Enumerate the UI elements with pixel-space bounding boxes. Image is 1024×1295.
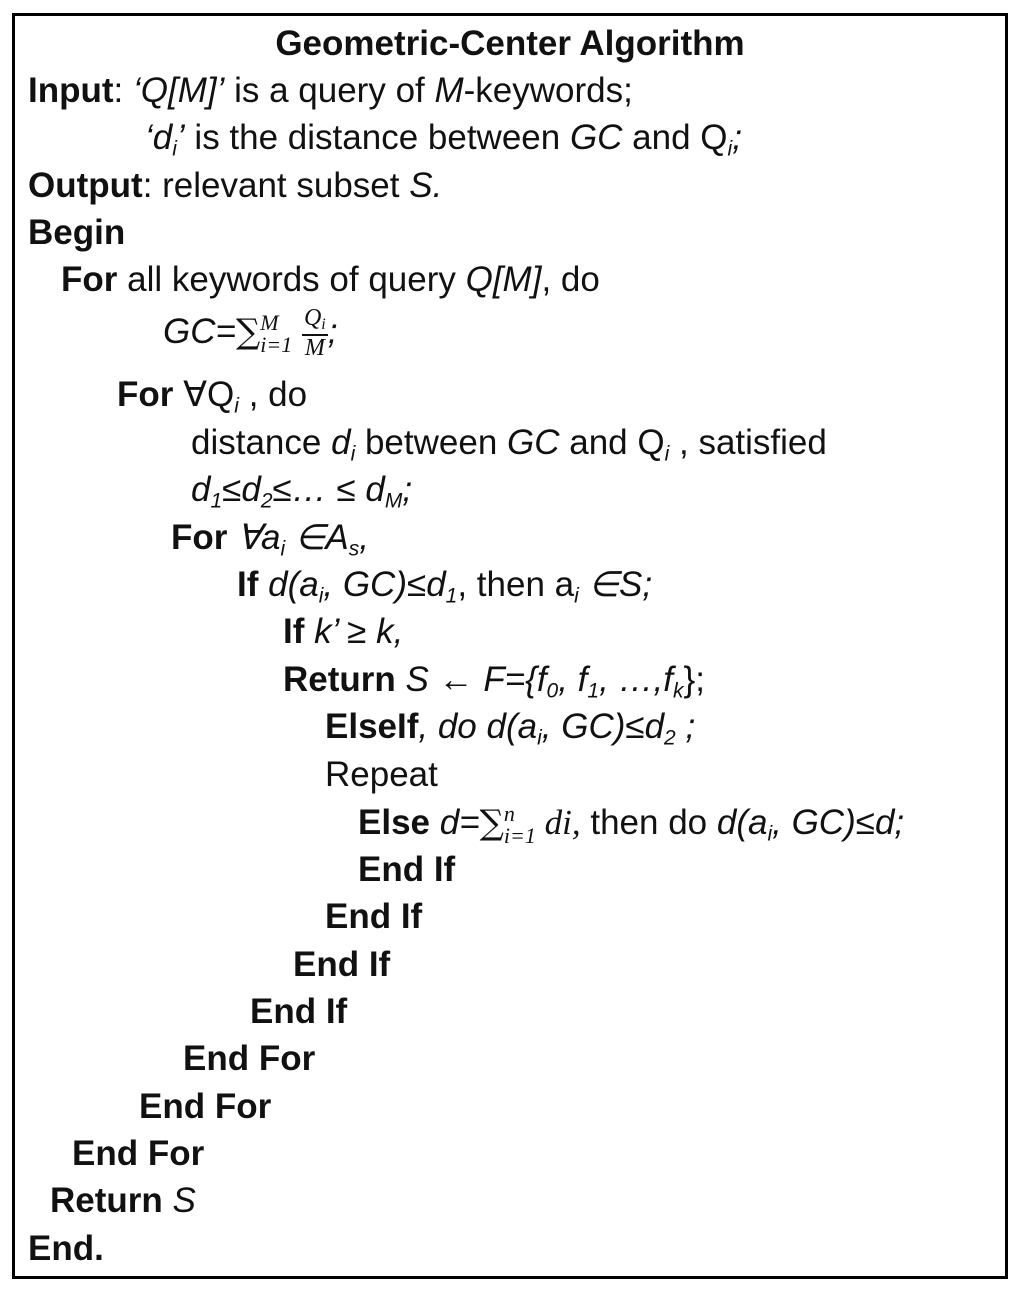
return-s-line: Return S: [50, 1181, 196, 1220]
for-each-a-line: For $\forall a_i$ $\in A_s$,: [171, 518, 369, 561]
end-for-3: End For: [72, 1134, 205, 1173]
input-line-2: ‘$d_i$’ is the distance between GC and $Q_i$;: [145, 118, 742, 161]
end-for-1: End For: [183, 1039, 316, 1078]
input-line-1: Input: ‘Q[M]’ is a query of M-keywords;: [28, 71, 633, 110]
begin-keyword: Begin: [28, 213, 126, 252]
end-if-1: End If: [358, 850, 456, 889]
end-if-4: End If: [250, 992, 348, 1031]
end-keyword: End.: [28, 1229, 104, 1268]
return-f-line: Return S ← $F=\{f_0$, $f_1$, $\dots,f_k$};: [283, 660, 705, 703]
elseif-line: ElseIf, do $d(a_i$, $GC)\le d_2$ ;: [325, 707, 696, 750]
output-line: Output: relevant subset S.: [28, 166, 443, 205]
end-if-3: End If: [293, 945, 391, 984]
gc-formula: GC=∑ M i=1 $\frac{Qi}{M}$ ;: [163, 305, 338, 361]
gc-fraction: $\frac{Qi}{M}$: [303, 305, 326, 361]
distance-line: distance $d_i$ between GC and $Q_i$ , satisfied: [191, 423, 827, 466]
end-if-2: End If: [325, 897, 423, 936]
algorithm-box: [12, 13, 1008, 1279]
for-all-keywords-line: For all keywords of query Q[M], do: [61, 260, 600, 299]
if-distance-line: If $d(a_i$, $GC)\le d_1$, then $a_i$ ∈S;: [237, 565, 653, 608]
ordering-line: $d_1\le d_2\le\dots \le d_M$;: [191, 470, 413, 513]
end-for-2: End For: [139, 1087, 272, 1126]
if-k-line: If k’ ≥ k,: [283, 612, 404, 651]
else-sum-line: Else d=∑ n i=1 di, then do $d(a_i$, GC)≤d;: [358, 800, 905, 848]
repeat-keyword: Repeat: [325, 755, 438, 794]
for-each-q-line: For $\forall Q_i$ , do: [117, 375, 308, 418]
algorithm-title: Geometric-Center Algorithm: [275, 24, 745, 63]
